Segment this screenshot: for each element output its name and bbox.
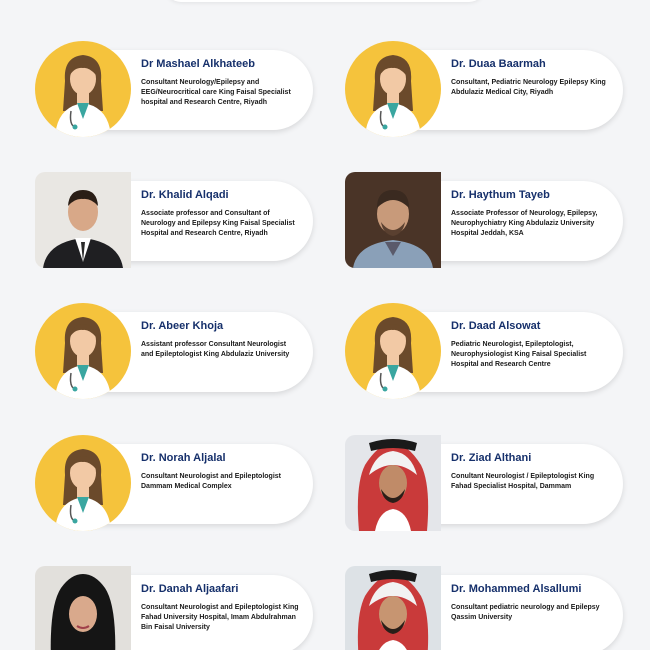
doctor-name: Dr. Haythum Tayeb [451,189,550,201]
doctor-name: Dr. Ziad Althani [451,452,532,464]
doctor-title: Consultant Neurologist and Epileptologist Dammam Medical Complex [141,473,281,490]
doctor-title: Associate Professor of Neurology, Epilepsy, Neurophychiatry King Abdulaziz University Hospital Jeddah, KSA [451,210,598,237]
female-photo-hijab [35,566,131,650]
female-doctor-avatar [345,41,441,137]
doctor-card [345,566,625,650]
female-doctor-avatar [35,435,131,531]
female-doctor-avatar [35,41,131,137]
doctor-card [35,41,315,137]
doctor-card [35,303,315,399]
doctor-title: Assistant professor Consultant Neurologist and Epileptologist King Abdulaziz University [141,341,290,358]
doctor-name: Dr. Khalid Alqadi [141,189,229,201]
female-doctor-avatar [35,303,131,399]
doctor-title: Consultant Neurology/Epilepsy and EEG/Neurocritical care King Faisal Specialist hospital and Research Centre, Riyadh [141,79,291,106]
male-photo-shemagh [345,435,441,531]
doctor-card [345,303,625,399]
doctor-title: Consultant pediatric neurology and Epilepsy Qassim University [451,604,600,621]
doctor-title: Pediatric Neurologist, Epileptologist, Neurophysiologist King Faisal Specialist Hospital and Research Centre [451,341,587,368]
doctor-name: Dr. Abeer Khoja [141,320,224,332]
doctor-title: Associate professor and Consultant of Neurology and Epilepsy King Faisal Specialist Hospital and Research Centre, Riyadh [141,210,295,237]
male-photo-casual [345,172,441,268]
doctor-name: Dr. Daad Alsowat [451,320,541,332]
doctor-card [345,435,625,531]
doctor-card [345,41,625,137]
male-photo-shemagh [345,566,441,650]
doctor-name: Dr. Danah Aljaafari [141,583,239,595]
doctor-name: Dr. Duaa Baarmah [451,58,546,70]
female-doctor-avatar [345,303,441,399]
top-card-edge [165,0,485,2]
doctor-name: Dr. Mohammed Alsallumi [451,583,582,595]
doctor-title: Conultant Neurologist / Epileptologist King Fahad Specialist Hospital, Dammam [451,473,595,490]
doctor-title: Consultant, Pediatric Neurology Epilepsy King Abdulaziz Medical City, Riyadh [451,79,606,96]
doctor-card [35,435,315,531]
doctor-title: Consultant Neurologist and Epileptologist King Fahad University Hospital, Imam Abdulrahman Bin Faisal University [141,604,299,631]
doctor-card [35,172,315,268]
doctor-name: Dr Mashael Alkhateeb [141,58,255,70]
doctor-card [35,566,315,650]
male-photo-suit [35,172,131,268]
doctor-card [345,172,625,268]
doctor-name: Dr. Norah Aljalal [141,452,226,464]
